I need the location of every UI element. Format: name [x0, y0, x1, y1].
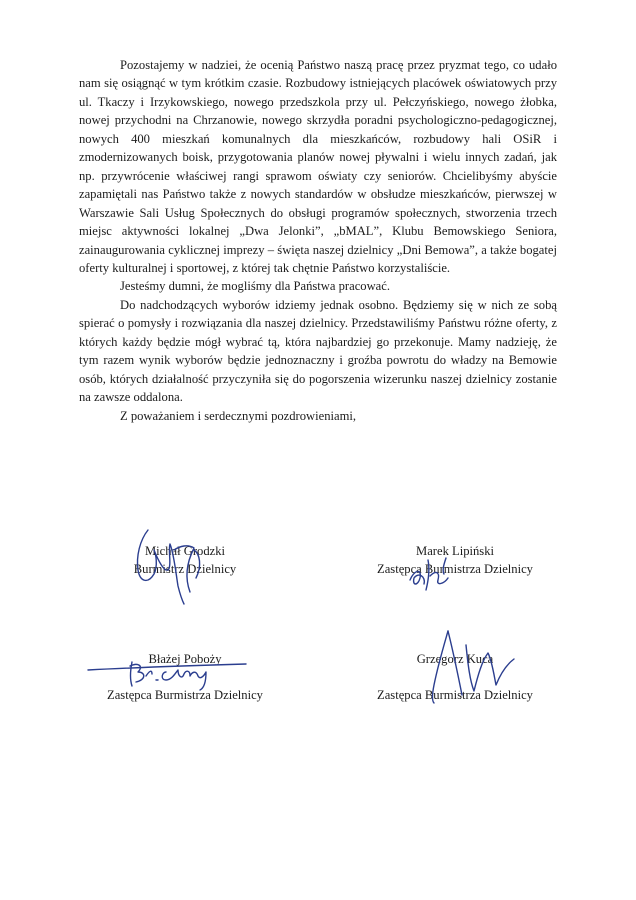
signature-block-lipinski — [365, 542, 545, 578]
signatory-name: Błażej Poboży — [148, 652, 222, 666]
signatory-title: Zastępca Burmistrza Dzielnicy — [377, 562, 533, 576]
signature-block-kuca — [365, 650, 545, 704]
signatory-name: Grzegorz Kuca — [416, 652, 494, 666]
signatory-name: Marek Lipiński — [416, 544, 494, 558]
signatory-title: Burmistrz Dzielnicy — [133, 562, 237, 576]
signatory-title: Zastępca Burmistrza Dzielnicy — [107, 688, 263, 702]
letter-paragraph-elections: Do nadchodzących wyborów idziemy jednak osobno. Będziemy się w nich ze sobą spierać o pomysły i rozwiązania dla naszej dzielnicy. Przedstawiliśmy Państwu różne oferty, z których każdy będzie mógł wybrać tą, która najbardziej go przekonuje. Mamy nadzieję, że tym razem wynik wyborów będzie jednoznaczny i groźba powrotu do władzy na Bemowie osób, których działalność przyczyniła się do pogorszenia wizerunku naszej dzielnicy zostanie na zawsze oddalona. — [79, 297, 557, 405]
signatory-name: Michał Grodzki — [144, 544, 226, 558]
signature-block-pobozy — [100, 650, 270, 704]
letter-paragraph-pride: Jesteśmy dumni, że mogliśmy dla Państwa pracować. — [120, 279, 391, 294]
signature-block-grodzki — [130, 542, 240, 578]
letter-paragraph-achievements: Pozostajemy w nadziei, że ocenią Państwo naszą pracę przez pryzmat tego, co udało nam się osiągnąć w tym krótkim czasie. Rozbudowy istniejących placówek oświatowych przy ul. Tkaczy i Irzykowskiego, nowego przedszkola przy ul. Pełczyńskiego, nowego żłobka, nowej przychodni na Chrzanowie, nowego skrzydła poradni psychologiczno-pedagogicznej, nowych 400 mieszkań komunalnych dla mieszkańców, rozbudowy hali OSiR i zmodernizowanych boisk, przygotowania planów nowej pływalni i wielu innych zadań, jak np. przywrócenie właściwej rangi sprawom oświaty czy seniorów. Chcielibyśmy abyście zapamiętali nas Państwo także z nowych standardów w obsłudze mieszkańców, pierwszej w Warszawie Sali Usług Społecznych do obsługi programów społecznych, stworzenia trzech miejsc aktywności lokalnej „Dwa Jelonki”, „bMAL”, Klubu Bemowskiego Seniora, zainaugurowania cyklicznej imprezy – święta naszej dzielnicy „Dni Bemowa”, a także bogatej oferty kulturalnej i sportowej, z której tak chętnie Państwo korzystaliście. — [79, 58, 557, 275]
signatory-title: Zastępca Burmistrza Dzielnicy — [377, 688, 533, 702]
letter-body — [79, 56, 557, 425]
letter-closing: Z poważaniem i serdecznymi pozdrowieniami, — [120, 408, 357, 423]
